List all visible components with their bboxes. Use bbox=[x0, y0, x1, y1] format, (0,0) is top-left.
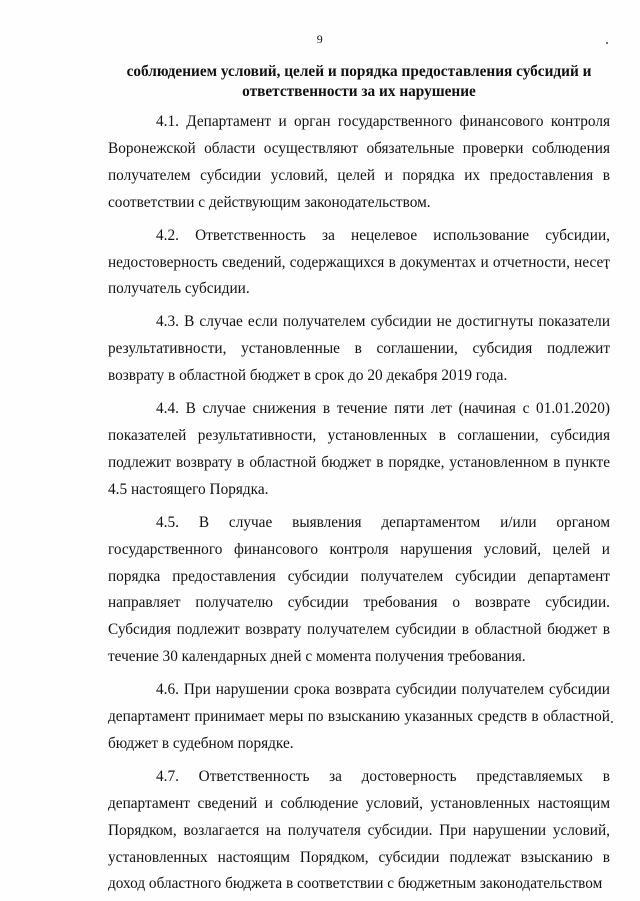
paragraph-4-7: 4.7. Ответственность за достоверность представляемых в департамент сведений и соблюдение условий, установленных настоящим Порядком, возлагается на получателя субсидии. При нарушении условий, установленных настоящим Порядком, субсидии подлежат взысканию в доход областного бюджета в соответствии с бюджетным законодательством bbox=[108, 767, 610, 893]
paragraph-4-5: 4.5. В случае выявления департаментом и/или органом государственного финансового контроля нарушения условий, целей и порядка предоставления субсидии получателем субсидии департамент направляет получателю субсидии требования о возврате субсидии. Субсидия подлежит возврату получателем субсидии в областной бюджет в течение 30 календарных дней с момента получения требования. bbox=[108, 513, 610, 666]
paragraph-4-3: 4.3. В случае если получателем субсидии не достигнуты показатели результативности, установленные в соглашении, субсидия подлежит возврату в областной бюджет в срок до 20 декабря 2019 года. bbox=[108, 313, 610, 385]
page-number: 9 bbox=[316, 32, 324, 46]
scan-speck bbox=[606, 42, 608, 44]
paragraph-4-4: 4.4. В случае снижения в течение пяти лет (начиная с 01.01.2020) показателей результативности, установленных в соглашении, субсидия подлежит возврату в областной бюджет в порядке, установленном в пункте 4.5 настоящего Порядка. bbox=[108, 400, 610, 498]
section-heading bbox=[108, 62, 610, 102]
section-heading-line-2: ответственности за их нарушение bbox=[242, 83, 476, 100]
paragraph-4-1: 4.1. Департамент и орган государственного финансового контроля Воронежской области осуществляют обязательные проверки соблюдения получателем субсидии условий, целей и порядка их предоставления в соответствии с действующим законодательством. bbox=[108, 113, 610, 211]
paragraph-4-6: 4.6. При нарушении срока возврата субсидии получателем субсидии департамент принимает меры по взысканию указанных средств в областной бюджет в судебном порядке. bbox=[108, 681, 610, 752]
document-body bbox=[108, 109, 610, 898]
scan-speck bbox=[611, 721, 613, 723]
section-heading-line-1: соблюдением условий, целей и порядка предоставления субсидий и bbox=[126, 63, 592, 80]
paragraph-4-2: 4.2. Ответственность за нецелевое использование субсидии, недостоверность сведений, содержащихся в документах и отчетности, несет получатель субсидии. bbox=[108, 226, 610, 298]
